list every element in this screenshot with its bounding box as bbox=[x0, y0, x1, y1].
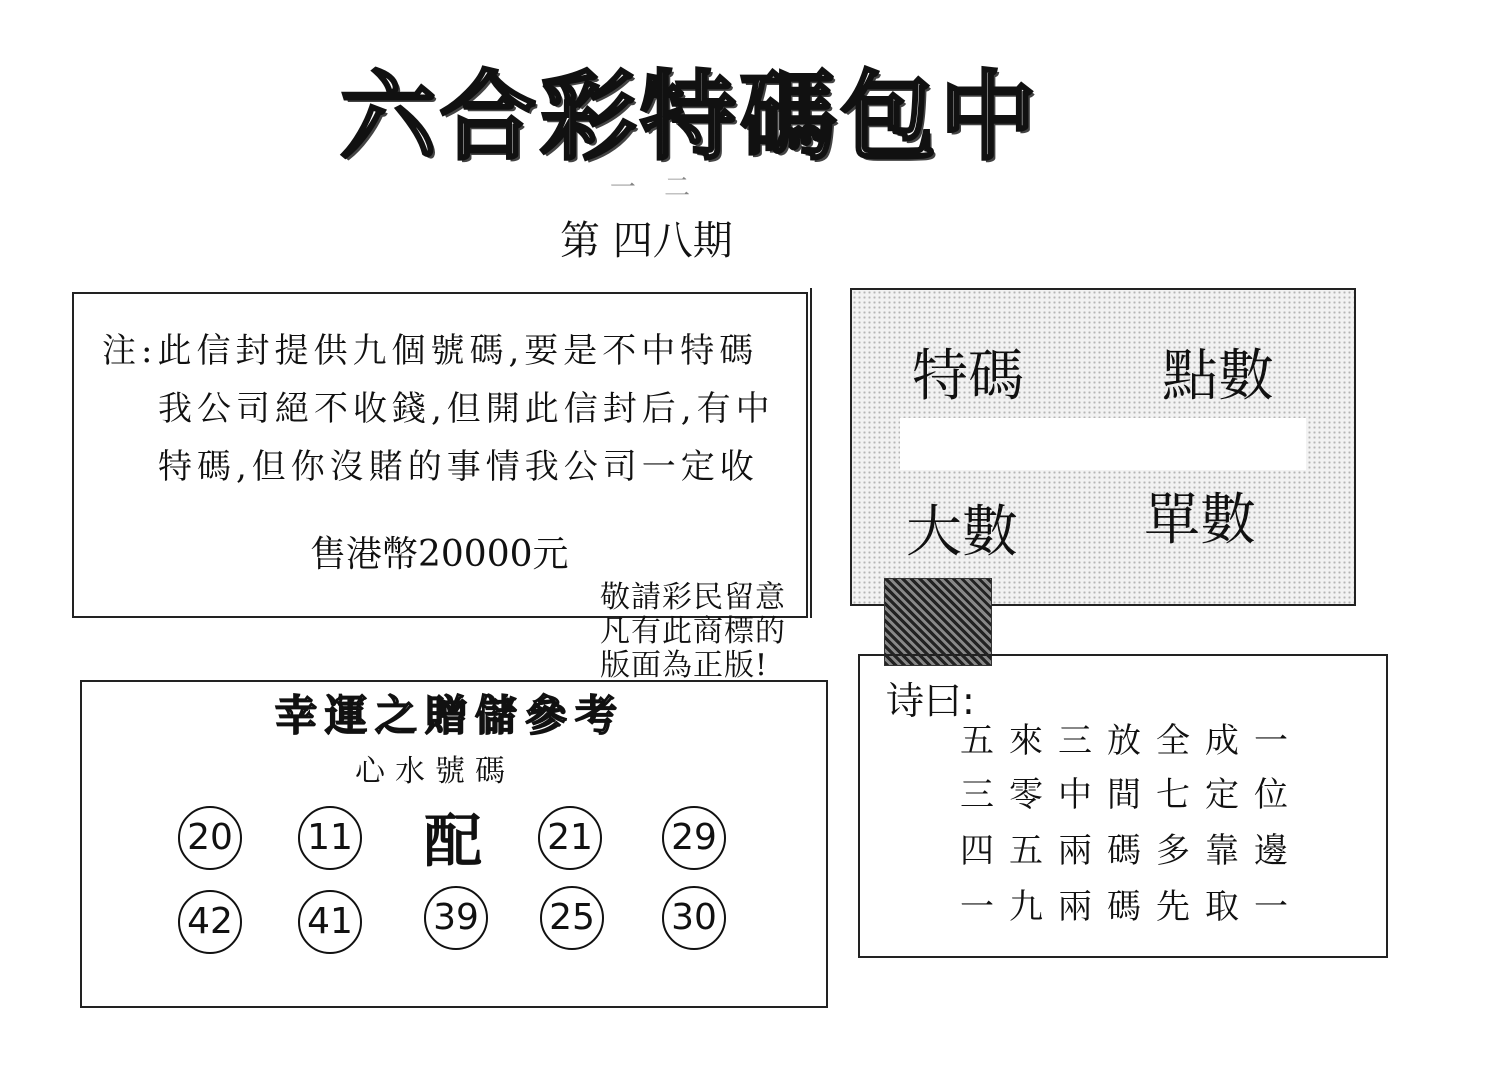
poem-line-2: 三零中間七定位 bbox=[960, 775, 1303, 815]
poem-line-3: 四五兩碼多靠邊 bbox=[960, 831, 1303, 871]
lucky-title: 幸運之贈儲參考 bbox=[274, 691, 625, 740]
pair-character: 配 bbox=[423, 807, 482, 875]
hint-points: 點數 bbox=[1162, 344, 1274, 409]
notice-line-2: 我公司絕不收錢,但開此信封后,有中 bbox=[158, 389, 775, 429]
trademark-line-3: 版面為正版! bbox=[600, 648, 769, 683]
divider-line bbox=[810, 288, 812, 618]
trademark-line-1: 敬請彩民留意 bbox=[600, 580, 786, 615]
hint-big-number: 大數 bbox=[906, 500, 1018, 565]
notice-line-1: 注:此信封提供九個號碼,要是不中特碼 bbox=[102, 331, 759, 371]
number-ball: 20 bbox=[178, 806, 242, 870]
trademark-logo bbox=[884, 578, 992, 666]
number-ball: 41 bbox=[298, 890, 362, 954]
poem-line-1: 五來三放全成一 bbox=[960, 721, 1303, 761]
number-ball: 29 bbox=[662, 806, 726, 870]
number-ball: 25 bbox=[540, 886, 604, 950]
notice-line-3: 特碼,但你沒賭的事情我公司一定收 bbox=[158, 447, 759, 487]
hint-special-code: 特碼 bbox=[912, 344, 1024, 409]
page-title: 六合彩特碼包中 bbox=[340, 60, 1040, 173]
poem-title: 诗曰: bbox=[886, 679, 975, 723]
number-ball: 39 bbox=[424, 886, 488, 950]
price-text: 售港幣20000元 bbox=[310, 534, 569, 575]
issue-number: 第 四八期 bbox=[560, 218, 733, 264]
subtitle-smudge: 一 二 bbox=[609, 173, 701, 203]
number-ball: 30 bbox=[662, 886, 726, 950]
trademark-line-2: 凡有此商標的 bbox=[600, 614, 786, 649]
poem-line-4: 一九兩碼先取一 bbox=[960, 887, 1303, 927]
lucky-subtitle: 心水號碼 bbox=[355, 754, 515, 789]
number-ball: 21 bbox=[538, 806, 602, 870]
hint-odd-number: 單數 bbox=[1144, 488, 1256, 553]
hint-divider-bar bbox=[900, 418, 1306, 470]
number-ball: 42 bbox=[178, 890, 242, 954]
number-ball: 11 bbox=[298, 806, 362, 870]
